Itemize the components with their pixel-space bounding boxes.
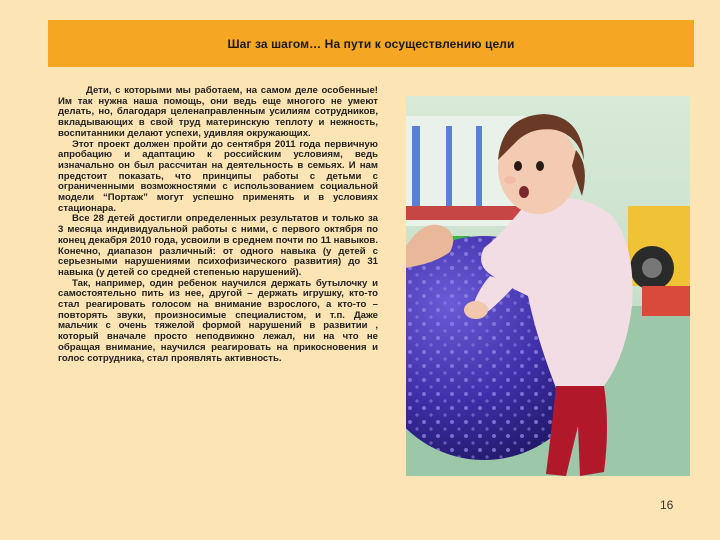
paragraph-3: Все 28 детей достигли определенных результатов и только за 3 месяца индивидуальной работы с ними, с первого октября по конец декабря 2010 года, усвоили в среднем почти по 11 навыков. Конечно, диапазон различный: от одного навыка (у детей с серьезными нарушениями психофизического развития) до 31 навыка (у детей со средней степенью нарушений). (58, 213, 378, 278)
child-photo (406, 96, 690, 476)
paragraph-2: Этот проект должен пройти до сентября 2011 года первичную апробацию и адаптацию к российским условиям, ведь изначально он был рассчитан на деятельность в семьях. И нам предстоит показать, что принципы работы с детьми с ограниченными возможностями с использованием социальной модели “Портаж” могут успешно применять и в условиях стационара. (58, 138, 378, 214)
page-number: 16 (660, 498, 674, 512)
slide-title: Шаг за шагом… На пути к осуществлению цели (227, 36, 515, 51)
header-bar (48, 20, 694, 67)
paragraph-1: Дети, с которыми мы работаем, на самом деле особенные! Им так нужна наша помощь, они ведь еще многого не умеют делать, но, благодаря целенаправленным усилиям сотрудников, вкладывающих в свой труд материнскую теплоту и нежность, воспитанники делают успехи, удивляя окружающих. (58, 85, 378, 139)
paragraph-4: Так, например, один ребенок научился держать бутылочку и самостоятельно пить из нее, другой – держать игрушку, кто-то стал реагировать голосом на внимание взрослого, а кто-то – повторять звуки, произносимые специалистом, и т.п. Даже мальчик с очень тяжелой формой нарушений в развитии , который вначале просто неподвижно лежал, ни на что не обращая внимание, научился реагировать на прикосновения и голос сотрудника, стал проявлять активность. (58, 277, 378, 364)
photo-child-with-ball-icon (406, 96, 690, 476)
body-text (58, 86, 378, 364)
